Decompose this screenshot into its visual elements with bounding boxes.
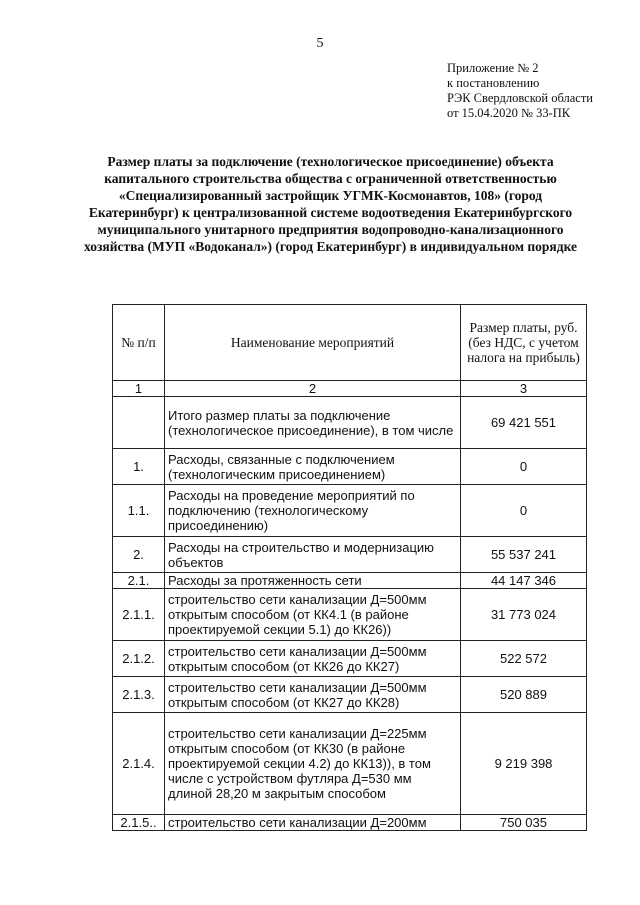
index-cell: 3 xyxy=(461,381,587,397)
row-amount: 31 773 024 xyxy=(461,589,587,641)
row-name: строительство сети канализации Д=500мм открытым способом (от КК26 до КК27) xyxy=(165,641,461,677)
row-num: 1. xyxy=(113,449,165,485)
appendix-note xyxy=(447,61,593,121)
row-amount: 522 572 xyxy=(461,641,587,677)
row-amount: 520 889 xyxy=(461,677,587,713)
row-amount: 69 421 551 xyxy=(461,397,587,449)
row-amount: 750 035 xyxy=(461,815,587,831)
fee-table xyxy=(112,304,587,831)
row-num: 2.1.4. xyxy=(113,713,165,815)
row-name: строительство сети канализации Д=500мм открытым способом (от КК4.1 (в районе проектируемой секции 5.1) до КК26)) xyxy=(165,589,461,641)
table-row xyxy=(113,641,587,677)
header-num: № п/п xyxy=(113,305,165,381)
row-name: строительство сети канализации Д=200мм xyxy=(165,815,461,831)
row-name: Итого размер платы за подключение (технологическое присоединение), в том числе xyxy=(165,397,461,449)
row-amount: 55 537 241 xyxy=(461,537,587,573)
row-num: 2.1.1. xyxy=(113,589,165,641)
row-name: Расходы, связанные с подключением (технологическим присоединением) xyxy=(165,449,461,485)
header-amount: Размер платы, руб. (без НДС, с учетом налога на прибыль) xyxy=(461,305,587,381)
row-name: строительство сети канализации Д=500мм открытым способом (от КК27 до КК28) xyxy=(165,677,461,713)
appendix-line: Приложение № 2 xyxy=(447,61,539,75)
appendix-line: РЭК Свердловской области xyxy=(447,91,593,105)
table-index-row xyxy=(113,381,587,397)
index-cell: 2 xyxy=(165,381,461,397)
row-num: 2. xyxy=(113,537,165,573)
row-num xyxy=(113,397,165,449)
table-row xyxy=(113,537,587,573)
row-name: Расходы на проведение мероприятий по подключению (технологическому присоединению) xyxy=(165,485,461,537)
row-num: 2.1.2. xyxy=(113,641,165,677)
table-row xyxy=(113,485,587,537)
appendix-line: к постановлению xyxy=(447,76,540,90)
table-row xyxy=(113,815,587,831)
table-row xyxy=(113,397,587,449)
document-title: Размер платы за подключение (технологическое присоединение) объекта капитального строительства общества с ограниченной ответственностью «Специализированный застройщик УГМК-Космонавтов, 108» (город Екатеринбург) к централизованной системе водоотведения Екатеринбургского муниципального унитарного предприятия водопроводно-канализационного хозяйства (МУП «Водоканал») (город Екатеринбург) в индивидуальном порядке xyxy=(83,154,577,254)
table-header-row xyxy=(113,305,587,381)
table-row xyxy=(113,573,587,589)
row-amount: 0 xyxy=(461,485,587,537)
row-name: строительство сети канализации Д=225мм открытым способом (от КК30 (в районе проектируемой секции 4.2) до КК13)), в том числе с устройством футляра Д=530 мм длиной 28,20 м закрытым способом xyxy=(165,713,461,815)
row-name: Расходы за протяженность сети xyxy=(165,573,461,589)
row-name: Расходы на строительство и модернизацию объектов xyxy=(165,537,461,573)
row-num: 2.1.3. xyxy=(113,677,165,713)
header-name: Наименование мероприятий xyxy=(165,305,461,381)
table-row xyxy=(113,713,587,815)
page-number: 5 xyxy=(316,36,324,51)
index-cell: 1 xyxy=(113,381,165,397)
row-amount: 0 xyxy=(461,449,587,485)
table-row xyxy=(113,677,587,713)
table-row xyxy=(113,589,587,641)
appendix-line: от 15.04.2020 № 33-ПК xyxy=(447,106,571,120)
table-row xyxy=(113,449,587,485)
row-num: 2.1. xyxy=(113,573,165,589)
row-amount: 9 219 398 xyxy=(461,713,587,815)
row-num: 2.1.5.. xyxy=(113,815,165,831)
row-num: 1.1. xyxy=(113,485,165,537)
row-amount: 44 147 346 xyxy=(461,573,587,589)
